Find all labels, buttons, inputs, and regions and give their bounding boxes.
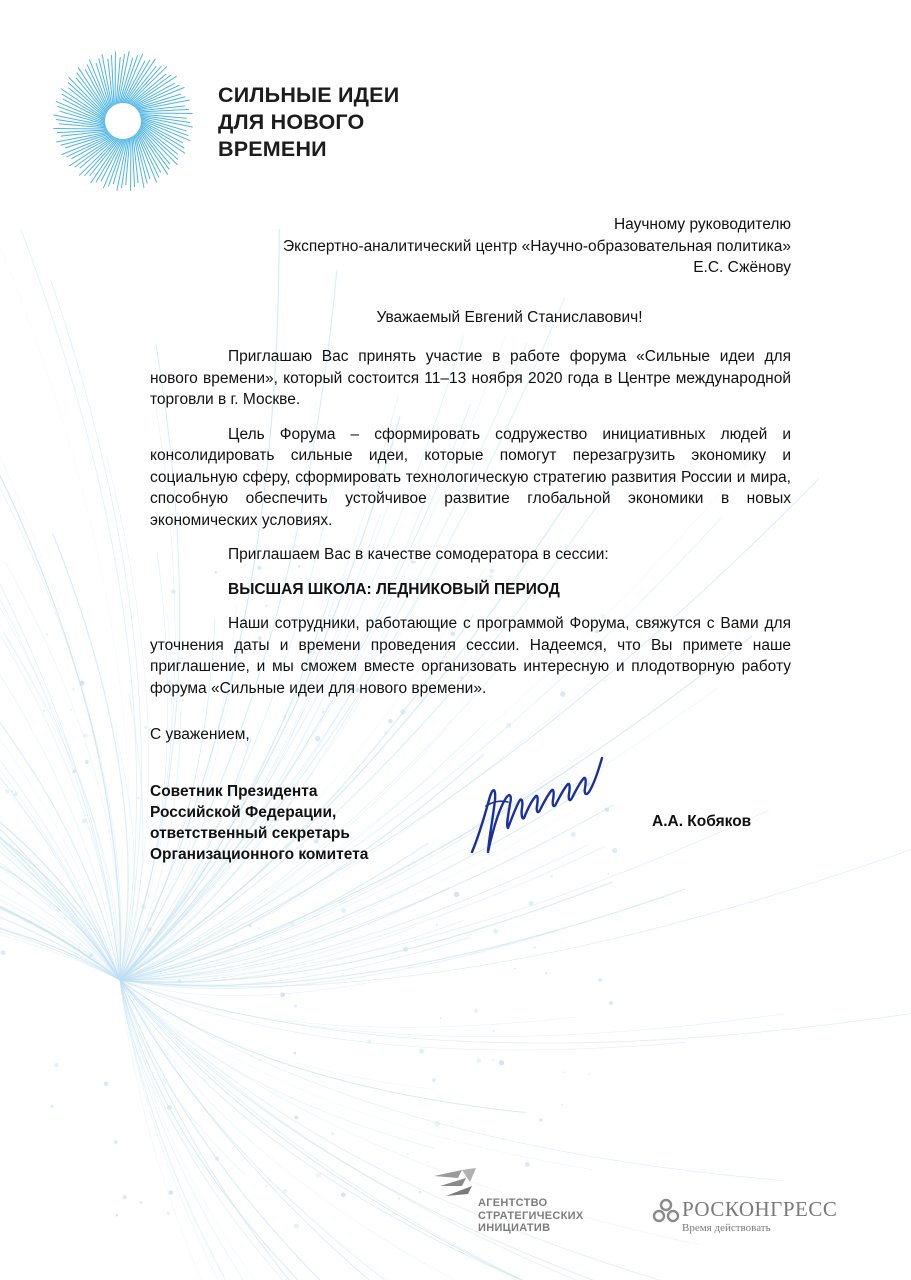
logo-line-2: ДЛЯ НОВОГО (218, 110, 365, 134)
signatory-position (150, 781, 368, 865)
invite-line: Приглашаем Вас в качестве сомодератора в сессии: (228, 546, 609, 563)
handwritten-signature (462, 748, 612, 860)
position-line-3: ответственный секретарь (150, 825, 350, 842)
roscongress-logo-text (682, 1198, 837, 1235)
roscongress-logo-icon (652, 1198, 680, 1226)
addressee-organization: Экспертно-аналитический центр «Научно-образовательная политика» (282, 237, 791, 255)
asi-line-1: АГЕНТСТВО (478, 1197, 548, 1209)
body-paragraph-2: Цель Форума – сформировать содружество инициативных людей и консолидировать сильные идеи, которые помогут перезагрузить экономику и социальную сферу, сформировать технологическую стратегию развития России и мира, способную обеспечить устойчивое развитие глобальной экономики в новых экономических условиях. (150, 425, 791, 529)
forum-logo-text (218, 82, 399, 163)
asi-logo-text (478, 1197, 584, 1235)
signatory-name: А.А. Кобяков (652, 813, 752, 830)
letter-body (150, 346, 791, 699)
position-line-1: Советник Президента (150, 783, 318, 800)
forum-logo-burst-icon (52, 50, 194, 192)
asi-logo-icon (432, 1168, 478, 1208)
logo-line-3: ВРЕМЕНИ (218, 137, 327, 161)
closing-phrase: С уважением, (150, 726, 250, 743)
roscongress-name: РОСКОНГРЕСС (682, 1197, 838, 1221)
body-paragraph-1: Приглашаю Вас принять участие в работе форума «Сильные идеи для нового времени», который состоится 11–13 ноября 2020 года в Центре международной торговли в г. Москве. (150, 348, 791, 408)
asi-line-3: ИНИЦИАТИВ (478, 1222, 551, 1234)
position-line-4: Организационного комитета (150, 846, 369, 863)
addressee-name: Е.С. Сжёнову (693, 259, 791, 276)
greeting-text: Уважаемый Евгений Станиславович! (376, 309, 643, 326)
addressee-block (283, 214, 791, 279)
addressee-title: Научному руководителю (613, 216, 791, 233)
session-title: ВЫСШАЯ ШКОЛА: ЛЕДНИКОВЫЙ ПЕРИОД (228, 580, 560, 598)
logo-line-1: СИЛЬНЫЕ ИДЕИ (218, 83, 400, 107)
position-line-2: Российской Федерации, (150, 804, 337, 821)
body-paragraph-3: Наши сотрудники, работающие с программой Форума, свяжутся с Вами для уточнения даты и времени проведения сессии. Надеемся, что Вы примете наше приглашение, и мы сможем вместе организовать интересную и плодотворную работу форума «Сильные идеи для нового времени». (150, 615, 791, 697)
roscongress-slogan: Время действовать (682, 1222, 771, 1234)
greeting (0, 309, 911, 327)
asi-line-2: СТРАТЕГИЧЕСКИХ (478, 1209, 584, 1222)
